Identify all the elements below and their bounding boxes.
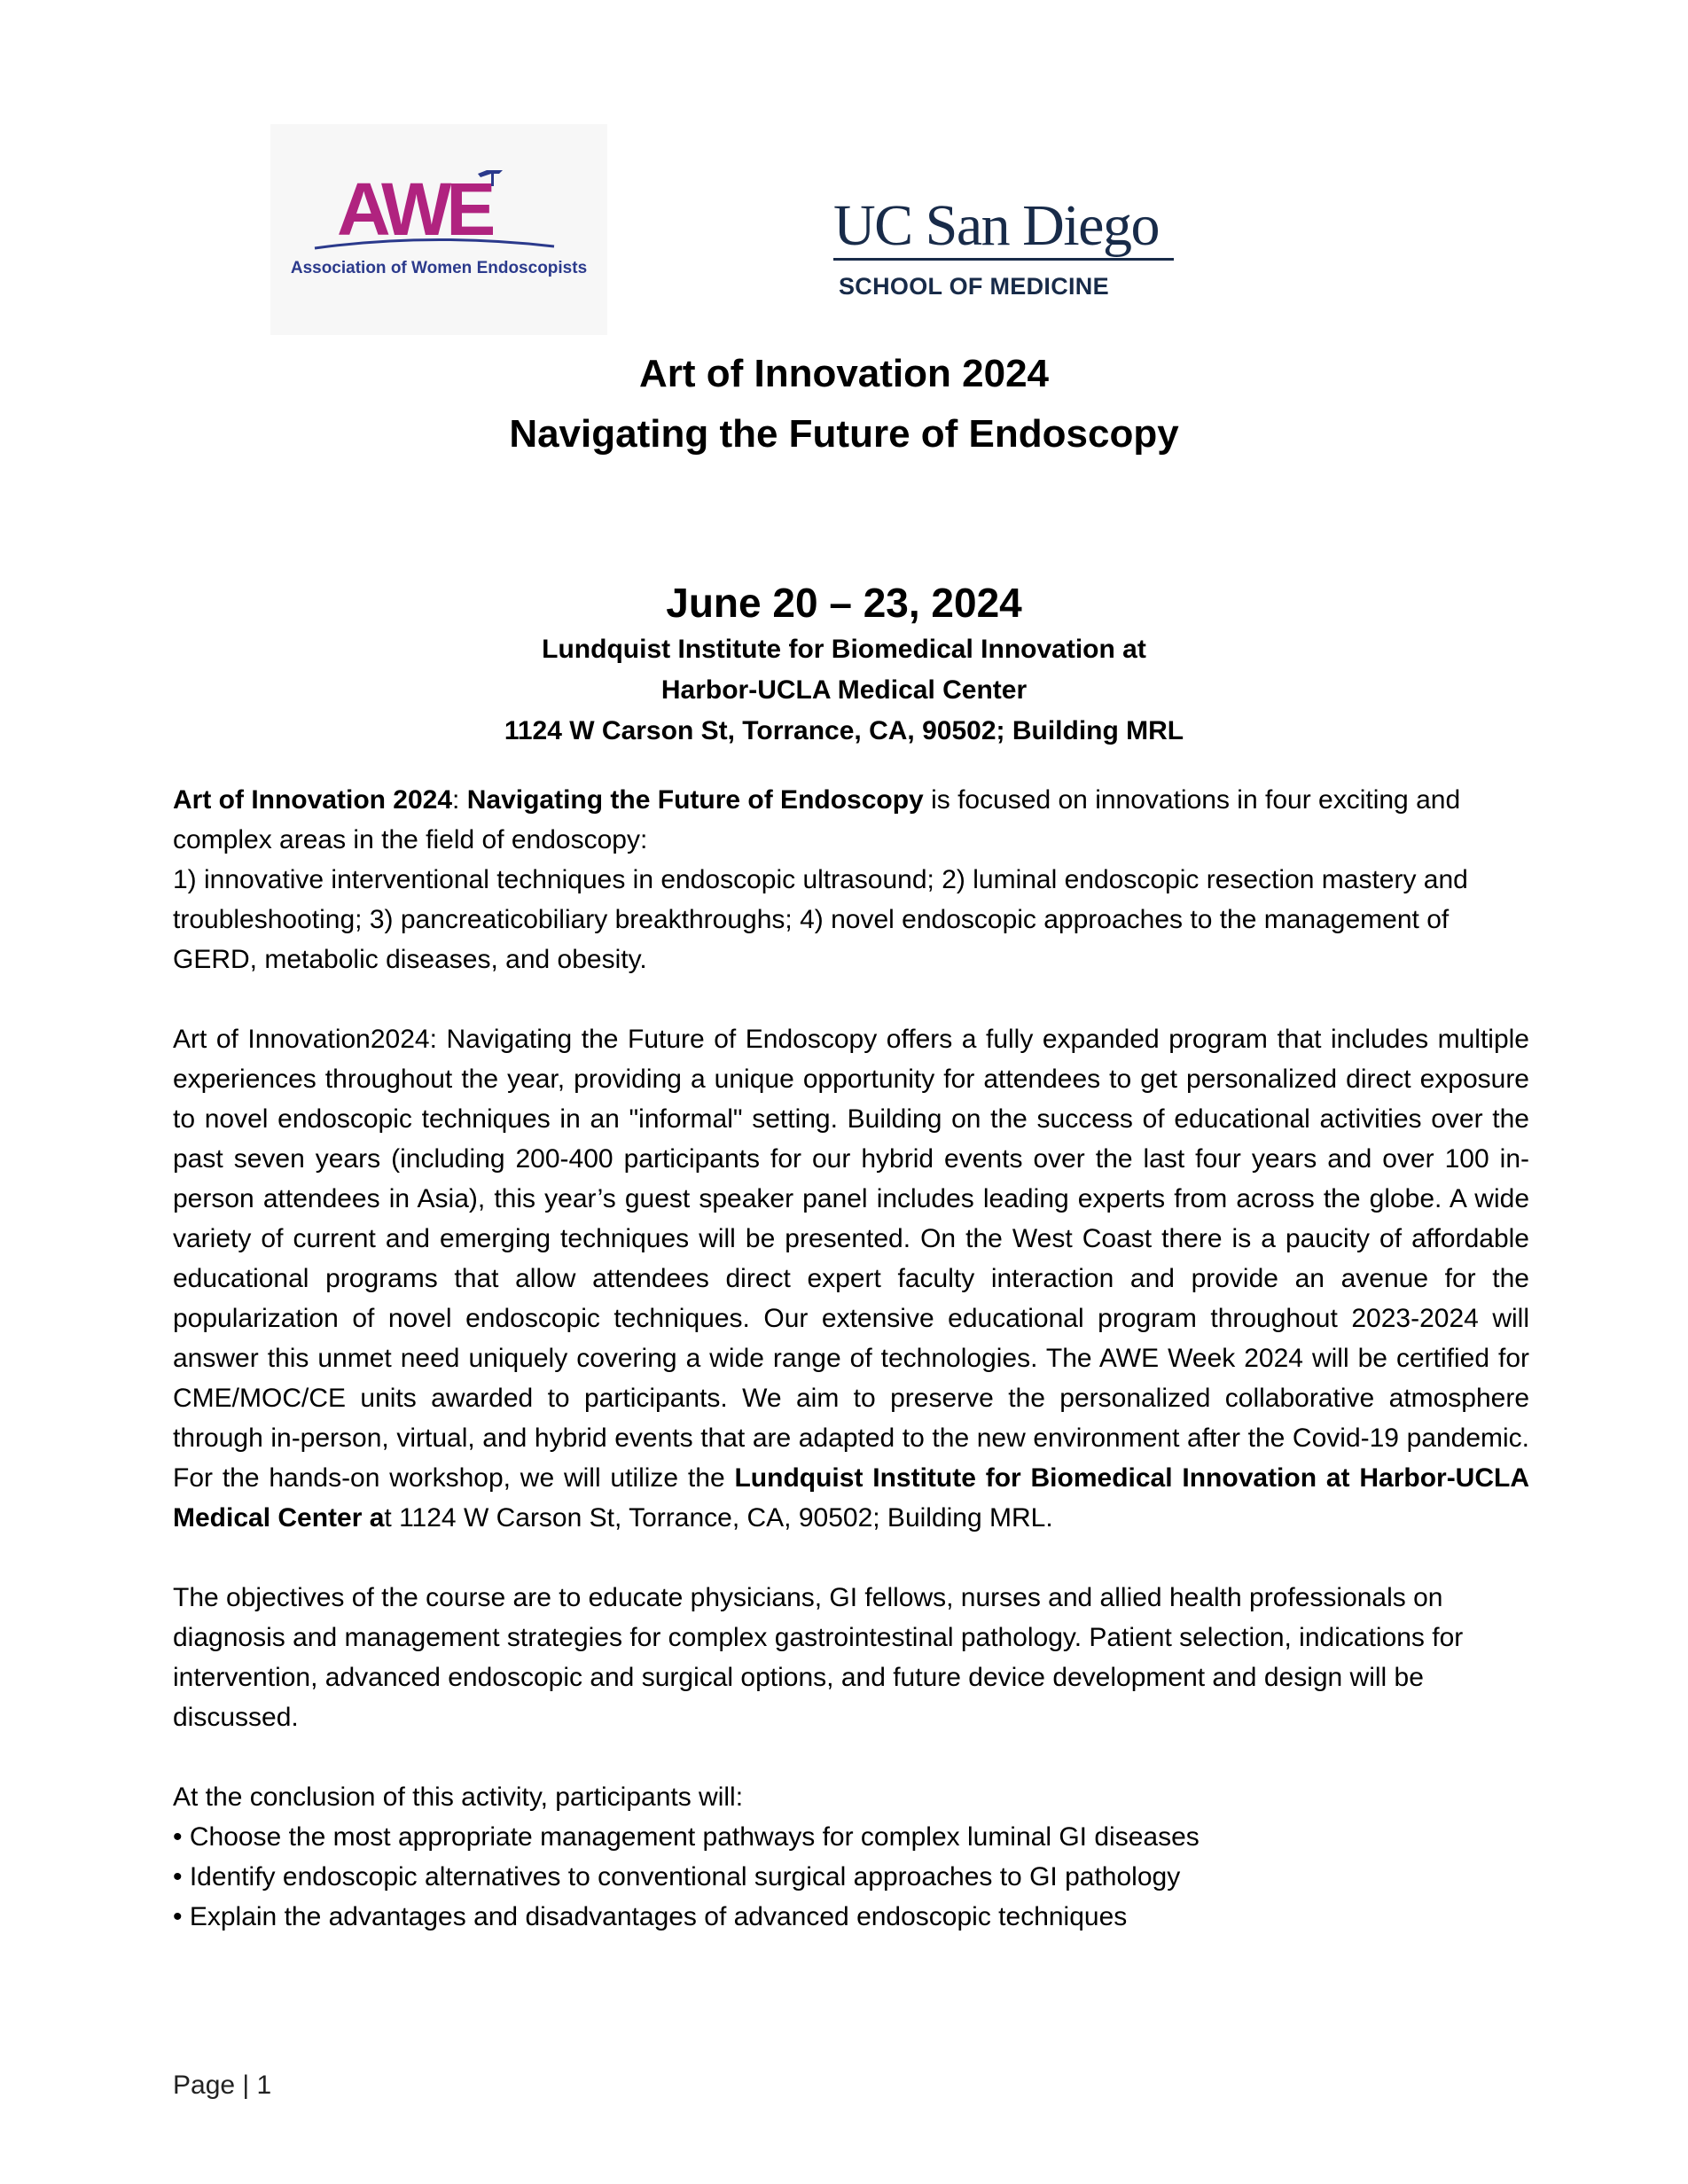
document-body <box>173 780 1529 1937</box>
list-item: • Identify endoscopic alternatives to conventional surgical approaches to GI pathology <box>173 1862 1181 1892</box>
venue-address: 1124 W Carson St, Torrance, CA, 90502; Building MRL <box>504 716 1184 745</box>
document-title: Art of Innovation 2024 <box>638 352 1050 395</box>
intro-bold-subtitle: Navigating the Future of Endoscopy <box>466 785 924 815</box>
list-item: • Choose the most appropriate management pathways for complex luminal GI diseases <box>173 1822 1200 1852</box>
ucsd-rule <box>833 258 1174 261</box>
list-item: • Explain the advantages and disadvantages of advanced endoscopic techniques <box>173 1902 1128 1931</box>
venue-name: Lundquist Institute for Biomedical Innovation at <box>542 635 1146 664</box>
ucsd-logo <box>833 193 1179 303</box>
conclusion-section <box>173 1777 1529 1937</box>
conclusion-lead: At the conclusion of this activity, participants will: <box>173 1782 744 1812</box>
objectives-list <box>173 1817 1529 1937</box>
objectives-paragraph: The objectives of the course are to educate physicians, GI fellows, nurses and allied health professionals on diagnosis and management strategies for complex gastrointestinal pathology. Patient selection, indications for intervention, advanced endoscopic and surgical options, and future device development and design will be discussed. <box>173 1583 1464 1732</box>
awe-logo-tagline: Association of Women Endoscopists <box>290 259 588 277</box>
program-bold-venue: Lundquist Institute for Biomedical Innovation at Harbor-UCLA Medical Center a <box>173 1463 1530 1533</box>
ucsd-wordmark: UC San Diego <box>833 193 1159 258</box>
intro-separator: : <box>452 785 467 815</box>
venue-center: Harbor-UCLA Medical Center <box>660 675 1028 705</box>
intro-text: is focused on innovations in four exciting and complex areas in the field of endoscopy: <box>173 785 1461 854</box>
event-dates: June 20 – 23, 2024 <box>666 580 1022 626</box>
intro-areas: 1) innovative interventional techniques in endoscopic ultrasound; 2) luminal endoscopic resection mastery and troubleshooting; 3) pancreaticobiliary breakthroughs; 4) novel endoscopic approaches to the management of GERD, metabolic diseases, and obesity. <box>173 865 1468 974</box>
program-tail: t 1124 W Carson St, Torrance, CA, 90502; Building MRL. <box>384 1503 1053 1533</box>
ucsd-subtitle: SCHOOL OF MEDICINE <box>839 273 1109 300</box>
page-footer: Page | 1 <box>173 2071 272 2100</box>
awe-logo <box>270 124 607 335</box>
intro-paragraph <box>173 780 1529 979</box>
document-subtitle: Navigating the Future of Endoscopy <box>509 412 1179 456</box>
awe-logo-mark: AWE <box>337 168 491 251</box>
intro-bold-title: Art of Innovation 2024 <box>173 785 453 815</box>
program-paragraph <box>173 1019 1529 1538</box>
program-text: Art of Innovation2024: Navigating the Future of Endoscopy offers a fully expanded program that includes multiple experiences throughout the year, providing a unique opportunity for attendees to get personalized direct exposure to novel endoscopic techniques in an "informal" setting. Building on the success of educational activities over the past seven years (including 200-400 participants for our hybrid events over the last four years and over 100 in-person attendees in Asia), this year’s guest speaker panel includes leading experts from across the globe. A wide variety of current and emerging techniques will be presented. On the West Coast there is a paucity of affordable educational programs that allow attendees direct expert faculty interaction and provide an avenue for the popularization of novel endoscopic techniques. Our extensive educational program throughout 2023-2024 will answer this unmet need uniquely covering a wide range of technologies. The AWE Week 2024 will be certified for CME/MOC/CE units awarded to participants. We aim to preserve the personalized collaborative atmosphere through in-person, virtual, and hybrid events that are adapted to the new environment after the Covid-19 pandemic. For the hands-on workshop, we will utilize the <box>173 1025 1529 1493</box>
title-block <box>0 344 1688 752</box>
